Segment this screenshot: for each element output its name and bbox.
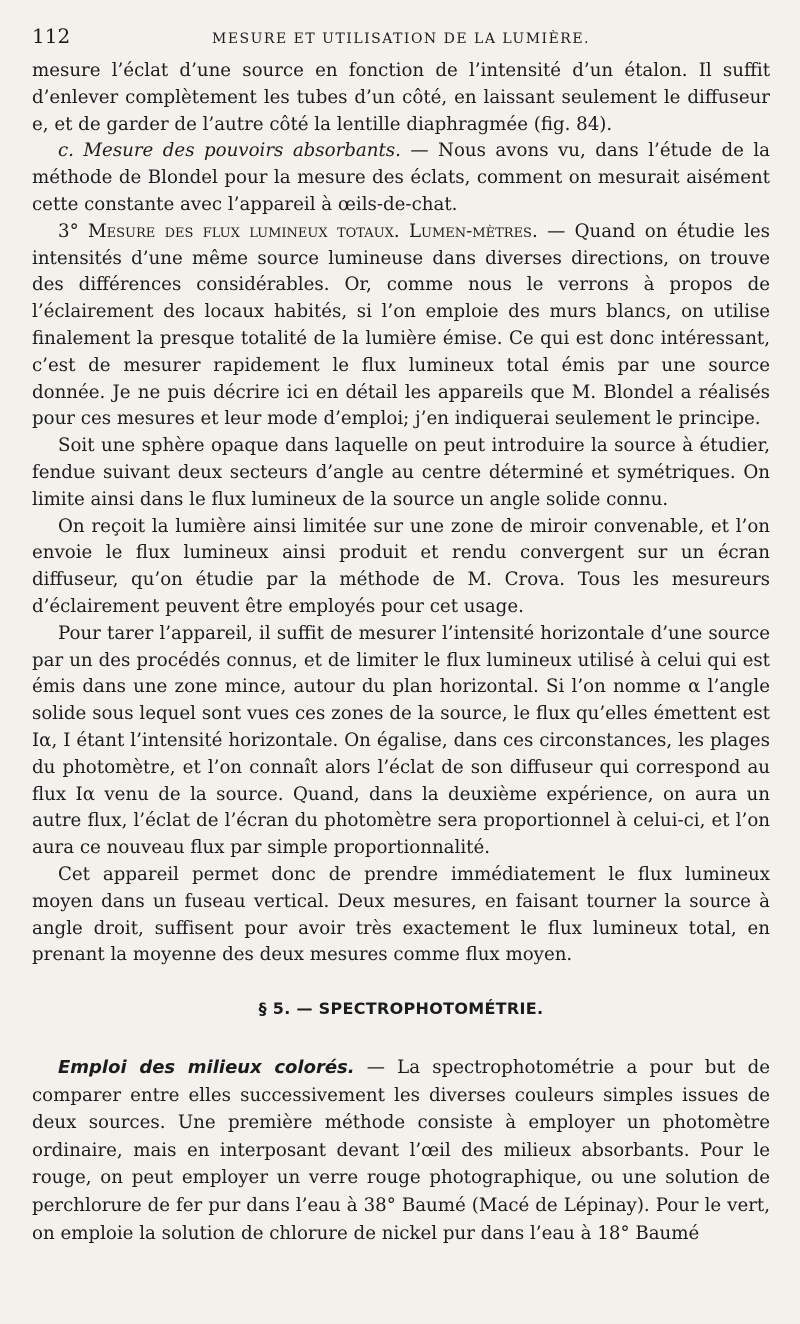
section-heading: § 5. — SPECTROPHOTOMÉTRIE. xyxy=(258,999,544,1019)
paragraph-4: Soit une sphère opaque dans laquelle on peut introduire la source à étudier, fendue suivant deux secteurs d’angle au centre déterminé et symétriques. On limite ainsi dans le flux lumineux de la source un angle solide connu. xyxy=(32,435,770,510)
section-5-body xyxy=(32,1054,770,1247)
paragraph-8-text: — La spectrophotométrie a pour but de comparer entre elles successivement les diverses couleurs simples issues de deux sources. Une première méthode consiste à employer un photomètre ordinaire, mais en interposant devant l’œil des milieux absorbants. Pour le rouge, on peut employer un verre rouge photographique, ou une solution de perchlorure de fer pur dans l’eau à 38° Baumé (Macé de Lépinay). Pour le vert, on emploie la solution de chlorure de nickel pur dans l’eau à 18° Baumé xyxy=(32,1057,770,1244)
paragraph-6: Pour tarer l’appareil, il suffit de mesurer l’intensité horizontale d’une source par un des procédés connus, et de limiter le flux lumineux utilisé à celui qui est émis dans une zone mince, autour du plan horizontal. Si l’on nomme α l’angle solide sous lequel sont vues ces zones de la source, le flux qu’elles émettent est Iα, I étant l’intensité horizontale. On égalise, dans ces circonstances, les plages du photomètre, et l’on connaît alors l’éclat de son diffuseur qui correspond au flux Iα venu de la source. Quand, dans la deuxième expérience, on aura un autre flux, l’éclat de l’écran du photomètre sera proportionnel à celui-ci, et l’on aura ce nouveau flux par simple proportionnalité. xyxy=(32,622,770,859)
paragraph-7: Cet appareil permet donc de prendre immédiatement le flux lumineux moyen dans un fuseau vertical. Deux mesures, en faisant tourner la source à angle droit, suffisent pour avoir très exactement le flux lumineux total, en prenant la moyenne des deux mesures comme flux moyen. xyxy=(32,863,770,966)
running-head xyxy=(32,24,770,58)
page-number: 112 xyxy=(32,24,71,48)
paragraph-8-lead-in: Emploi des milieux colorés. xyxy=(58,1057,355,1079)
paragraph-3-label-2: Lumen-mètres. xyxy=(399,220,538,242)
paragraph-3-number: 3° xyxy=(58,220,88,242)
paragraph-3-label-1: Mesure des flux lumineux totaux. xyxy=(88,220,400,242)
paragraph-2-label: c. Mesure des pouvoirs absorbants. xyxy=(58,140,401,162)
body-text xyxy=(32,58,770,969)
paragraph-3 xyxy=(32,219,770,433)
running-title: MESURE ET UTILISATION DE LA LUMIÈRE. xyxy=(211,31,591,47)
paragraph-1: mesure l’éclat d’une source en fonction de l’intensité d’un étalon. Il suffit d’enlever complètement les tubes d’un côté, en laissant seulement le diffuseur e, et de garder de l’autre côté la lentille diaphragmée (fig. 84). xyxy=(32,60,770,135)
paragraph-5: On reçoit la lumière ainsi limitée sur une zone de miroir convenable, et l’on envoie le flux lumineux ainsi produit et rendu convergent sur un écran diffuseur, qu’on étudie par la méthode de M. Crova. Tous les mesureurs d’éclairement peuvent être employés pour cet usage. xyxy=(32,515,770,617)
paragraph-2 xyxy=(32,138,770,218)
paragraph-2-text: — Nous avons vu, dans l’étude de la méthode de Blondel pour la mesure des éclats, comment on mesurait aisément cette constante avec l’appareil à œils-de-chat. xyxy=(32,140,771,215)
paragraph-8 xyxy=(32,1054,770,1247)
paragraph-3-text: — Quand on étudie les intensités d’une même source lumineuse dans diverses directions, on trouve des différences considérables. Or, comme nous le verrons à propos de l’éclairement des locaux habités, si l’on emploie des murs blancs, on utilise finalement la presque totalité de la lumière émise. Ce qui est donc intéressant, c’est de mesurer rapidement le flux lumineux total émis par une source donnée. Je ne puis décrire ici en détail les appareils que M. Blondel a réalisés pour ces mesures et leur mode d’emploi; j’en indiquerai seulement le principe. xyxy=(32,220,770,430)
